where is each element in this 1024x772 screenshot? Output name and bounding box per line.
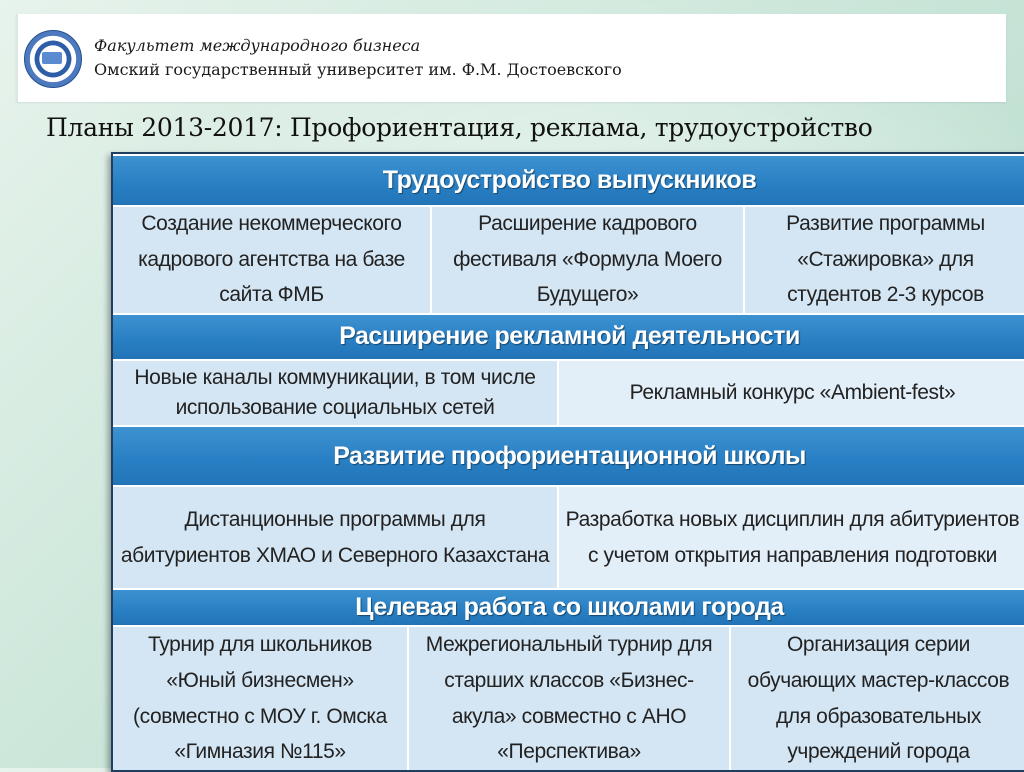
advertising-cell-channels: Новые каналы коммуникации, в том числе использование социальных сетей xyxy=(113,361,559,425)
advertising-cell-ambient: Рекламный конкурс «Ambient-fest» xyxy=(559,361,1024,425)
university-name: Омский государственный университет им. Ф.М. Достоевского xyxy=(94,60,622,79)
section-heading-schools: Целевая работа со школами города xyxy=(113,588,1024,627)
section-row-advertising xyxy=(113,361,1024,425)
section-heading-advertising: Расширение рекламной деятельности xyxy=(113,313,1024,362)
employment-cell-internship: Развитие программы «Стажировка» для студентов 2-3 курсов xyxy=(745,207,1024,313)
plans-table xyxy=(111,152,1024,772)
schools-cell-interregional: Межрегиональный турнир для старших классов «Бизнес-акула» совместно с АНО «Перспектива» xyxy=(409,627,731,770)
section-heading-career-school: Развитие профориентационной школы xyxy=(113,425,1024,487)
career-school-cell-disciplines: Разработка новых дисциплин для абитуриентов с учетом открытия направления подготовки xyxy=(559,487,1024,588)
slide-title: Планы 2013-2017: Профориентация, реклама, трудоустройство xyxy=(46,113,873,142)
section-heading-employment: Трудоустройство выпускников xyxy=(113,154,1024,207)
employment-cell-agency: Создание некоммерческого кадрового агентства на базе сайта ФМБ xyxy=(113,207,432,313)
career-school-cell-distance: Дистанционные программы для абитуриентов ХМАО и Северного Казахстана xyxy=(113,487,559,588)
section-row-schools xyxy=(113,627,1024,770)
section-row-employment xyxy=(113,207,1024,313)
header-bar xyxy=(16,14,1006,102)
schools-cell-tournament: Турнир для школьников «Юный бизнесмен» (совместно с МОУ г. Омска «Гимназия №115» xyxy=(113,627,409,770)
university-logo xyxy=(24,30,82,88)
faculty-name: Факультет международного бизнеса xyxy=(94,36,421,55)
section-row-career-school xyxy=(113,487,1024,588)
employment-cell-festival: Расширение кадрового фестиваля «Формула Моего Будущего» xyxy=(432,207,745,313)
schools-cell-masterclasses: Организация серии обучающих мастер-классов для образовательных учреждений города xyxy=(731,627,1024,770)
